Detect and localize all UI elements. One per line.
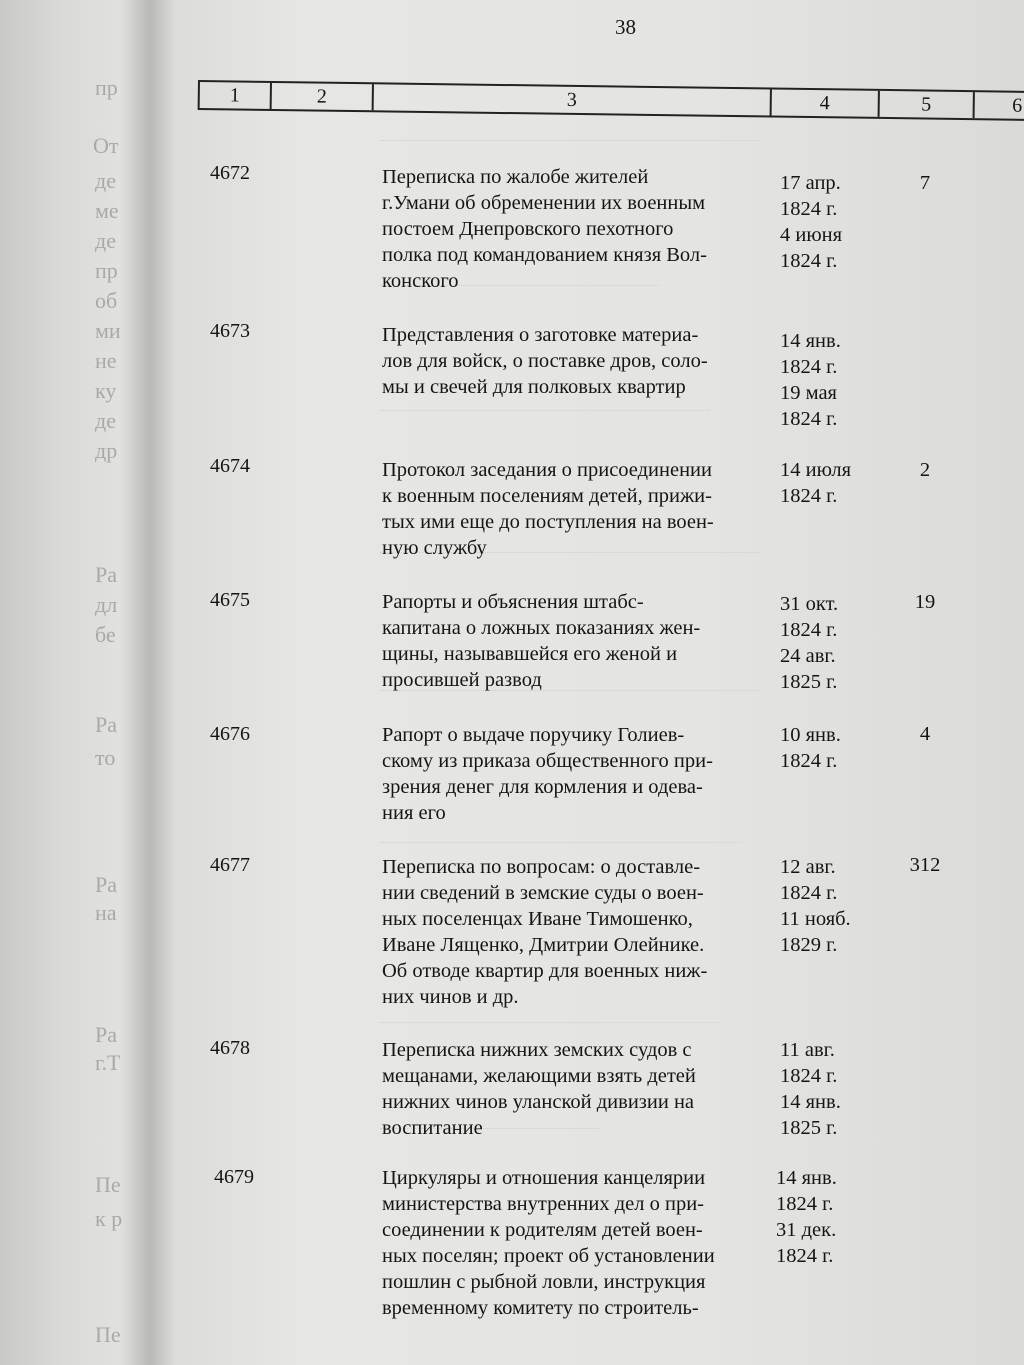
entry-sheet-count: 7: [919, 172, 931, 194]
description-line: тых ими еще до поступления на воен-: [382, 511, 714, 533]
date-line: 1824 г.: [776, 1245, 834, 1267]
date-line: 17 апр.: [780, 172, 841, 194]
description-line: Циркуляры и отношения канцелярии: [382, 1167, 706, 1189]
left-page-fragment: то: [95, 745, 116, 770]
left-page-fragment: Пе: [95, 1172, 121, 1197]
entry-number: 4678: [210, 1037, 250, 1059]
description-line: Переписка по вопросам: о доставле-: [382, 856, 701, 878]
description-line: конского: [382, 270, 459, 292]
description-line: Рапорты и объяснения штабс-: [382, 591, 644, 613]
left-page-fragment: Ра: [95, 712, 117, 737]
left-page-fragment: Ра: [95, 562, 117, 587]
description-line: воспитание: [382, 1117, 483, 1139]
date-line: 10 янв.: [780, 724, 841, 746]
entry-number: 4673: [210, 320, 250, 342]
description-line: них чинов и др.: [382, 986, 519, 1008]
entry-number: 4677: [210, 854, 250, 876]
description-line: Представления о заготовке материа-: [382, 324, 699, 346]
left-page-fragment: пр: [95, 258, 118, 283]
entry-description: [382, 457, 767, 561]
date-line: 1825 г.: [780, 1117, 838, 1139]
entry-dates: [780, 1037, 880, 1141]
left-page-fragment: ку: [95, 378, 117, 403]
description-line: щины, называвшейся его женой и: [382, 643, 678, 665]
entry-description: [382, 589, 767, 693]
date-line: 1824 г.: [780, 619, 838, 641]
date-line: 1829 г.: [780, 934, 838, 956]
entry-dates: [780, 170, 880, 274]
description-line: Иване Лященко, Дмитрии Олейнике.: [382, 934, 705, 956]
entry-description: [382, 1037, 767, 1141]
left-page-fragment: ми: [95, 318, 121, 343]
left-page-fragment: ме: [95, 198, 119, 223]
entry-number: 4679: [214, 1166, 254, 1188]
left-page-fragment: де: [95, 408, 116, 433]
date-line: 19 мая: [780, 382, 837, 404]
entry-sheet-count: 312: [909, 854, 941, 876]
date-line: 4 июня: [780, 224, 843, 246]
date-line: 31 дек.: [776, 1219, 837, 1241]
date-line: 14 янв.: [776, 1167, 837, 1189]
entry-description: [382, 854, 767, 1010]
description-line: соединении к родителям детей воен-: [382, 1219, 703, 1241]
column-header: 5: [880, 91, 975, 118]
date-line: 14 янв.: [780, 330, 841, 352]
date-line: 12 авг.: [780, 856, 836, 878]
left-page-fragment: де: [95, 168, 116, 193]
left-page-fragment: др: [95, 438, 118, 463]
entry-number: 4672: [210, 162, 250, 184]
description-line: мещанами, желающими взять детей: [382, 1065, 696, 1087]
left-page-fragment: бе: [95, 622, 116, 647]
description-line: зрения денег для кормления и одева-: [382, 776, 703, 798]
left-page-fragment: Ра: [95, 872, 117, 897]
entry-description: [382, 1165, 767, 1321]
date-line: 14 янв.: [780, 1091, 841, 1113]
description-line: пошлин с рыбной ловли, инструкция: [382, 1271, 706, 1293]
description-line: полка под командованием князя Вол-: [382, 244, 707, 266]
column-header: 1: [200, 82, 272, 109]
description-line: ных поселенцах Иване Тимошенко,: [382, 908, 693, 930]
column-header: 3: [374, 84, 772, 115]
date-line: 1824 г.: [780, 408, 838, 430]
description-line: капитана о ложных показаниях жен-: [382, 617, 701, 639]
entry-sheet-count: 2: [919, 459, 931, 481]
description-line: постоем Днепровского пехотного: [382, 218, 674, 240]
description-line: Об отводе квартир для военных ниж-: [382, 960, 708, 982]
description-line: Протокол заседания о присоединении: [382, 459, 713, 481]
date-line: 1824 г.: [780, 882, 838, 904]
date-line: 1824 г.: [776, 1193, 834, 1215]
entry-number: 4674: [210, 455, 250, 477]
page-number: 38: [615, 15, 636, 39]
description-line: Рапорт о выдаче поручику Голиев-: [382, 724, 685, 746]
date-line: 14 июля: [780, 459, 852, 481]
entry-sheet-count: 4: [919, 723, 931, 745]
entry-dates: [780, 722, 880, 774]
description-line: скому из приказа общественного при-: [382, 750, 713, 772]
entry-description: [382, 164, 767, 294]
entry-dates: [780, 457, 880, 509]
left-page-fragment: де: [95, 228, 116, 253]
date-line: 1824 г.: [780, 750, 838, 772]
entry-dates: [780, 591, 880, 695]
description-line: нии сведений в земские суды о воен-: [382, 882, 704, 904]
description-line: ную службу: [382, 537, 487, 559]
left-page-fragment: к р: [95, 1206, 123, 1231]
left-page-fragment: От: [93, 133, 119, 158]
description-line: лов для войск, о поставке дров, соло-: [382, 350, 708, 372]
left-page-fragment: на: [95, 900, 117, 925]
left-page-fragment: об: [95, 288, 118, 313]
date-line: 1824 г.: [780, 198, 838, 220]
entry-sheet-count: 19: [914, 591, 936, 613]
description-line: временному комитету по строитель-: [382, 1297, 699, 1319]
description-line: просившей развод: [382, 669, 542, 691]
left-page-fragment: дл: [95, 592, 118, 617]
description-line: к военным поселениям детей, прижи-: [382, 485, 712, 507]
description-line: нижних чинов уланской дивизии на: [382, 1091, 695, 1113]
date-line: 1824 г.: [780, 356, 838, 378]
description-line: Переписка нижних земских судов с: [382, 1039, 692, 1061]
entry-number: 4675: [210, 589, 250, 611]
date-line: 11 нояб.: [780, 908, 851, 930]
entry-dates: [780, 854, 880, 958]
date-line: 1824 г.: [780, 485, 838, 507]
left-page-fragment: г.Т: [95, 1050, 121, 1075]
date-line: 1825 г.: [780, 671, 838, 693]
description-line: ния его: [382, 802, 446, 824]
column-header: 2: [272, 83, 374, 110]
description-line: Переписка по жалобе жителей: [382, 166, 649, 188]
date-line: 1824 г.: [780, 250, 838, 272]
description-line: ных поселян; проект об установлении: [382, 1245, 715, 1267]
description-line: мы и свечей для полковых квартир: [382, 376, 686, 398]
left-page-fragment: Ра: [95, 1022, 117, 1047]
column-header: 6: [1012, 94, 1023, 117]
date-line: 1824 г.: [780, 1065, 838, 1087]
left-page-fragment: не: [95, 348, 117, 373]
entry-dates: [780, 328, 880, 432]
entry-description: [382, 722, 767, 826]
column-header: 4: [772, 90, 880, 117]
entry-description: [382, 322, 767, 400]
entry-dates: [776, 1165, 876, 1269]
description-line: министерства внутренних дел о при-: [382, 1193, 705, 1215]
left-page-fragment: Пе: [95, 1322, 121, 1347]
entry-number: 4676: [210, 723, 250, 745]
description-line: г.Умани об обременении их военным: [382, 192, 706, 214]
date-line: 11 авг.: [780, 1039, 835, 1061]
left-page-fragment: пр: [95, 75, 118, 100]
date-line: 31 окт.: [780, 593, 839, 615]
date-line: 24 авг.: [780, 645, 836, 667]
